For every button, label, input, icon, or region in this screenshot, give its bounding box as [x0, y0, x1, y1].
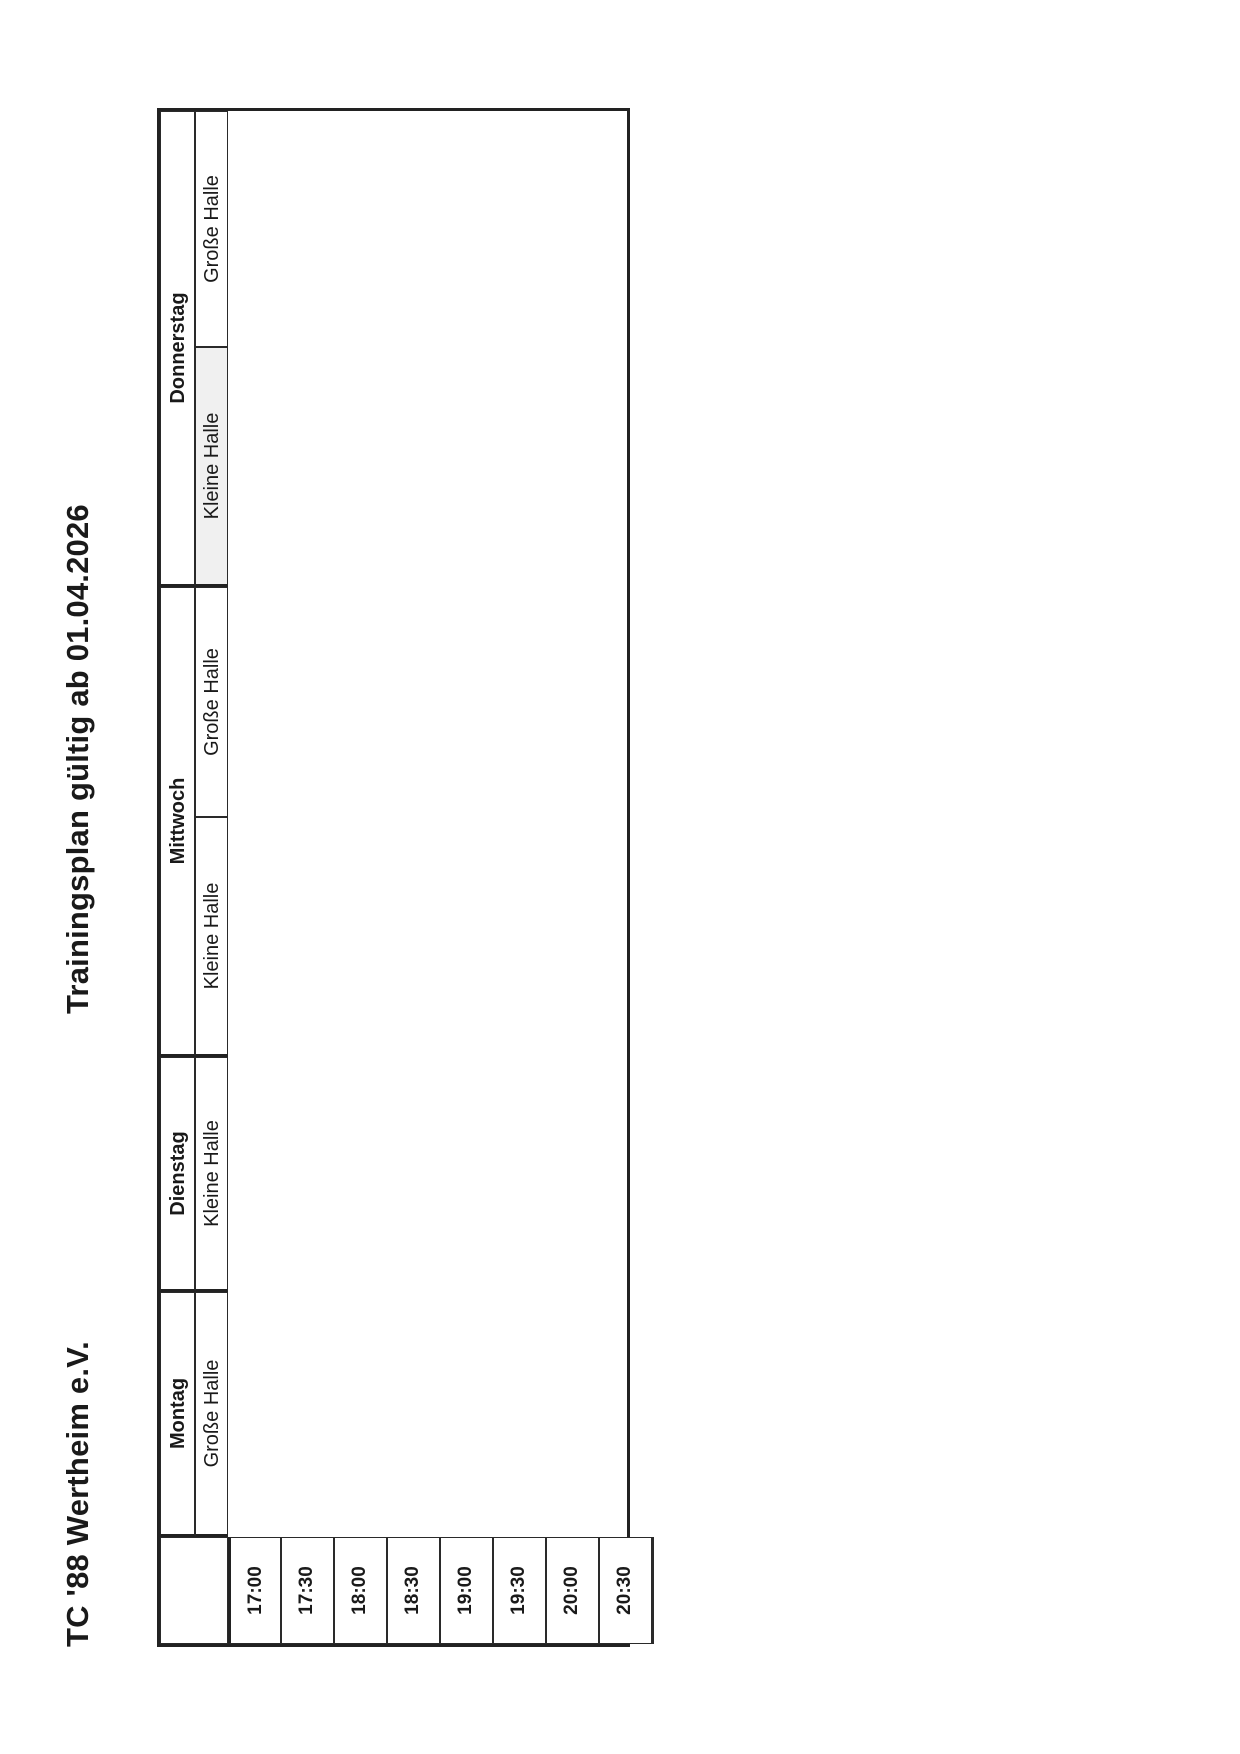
hall-header-donnerstag-kleine: Kleine Halle [195, 347, 228, 587]
club-name: TC '88 Wertheim e.V. [60, 1341, 95, 1647]
time-label: 20:30 [599, 1537, 652, 1644]
hall-header-dienstag-kleine: Kleine Halle [195, 1057, 228, 1292]
day-header-montag: Montag [160, 1292, 195, 1537]
time-label: 18:00 [334, 1537, 387, 1644]
time-label: 19:30 [493, 1537, 546, 1644]
hall-header-mittwoch-kleine: Kleine Halle [195, 817, 228, 1057]
time-label: 17:30 [281, 1537, 334, 1644]
day-header-mittwoch: Mittwoch [160, 587, 195, 1057]
schedule-table [157, 108, 635, 1647]
plan-title: Trainingsplan gültig ab 01.04.2026 [60, 504, 95, 1014]
corner-header [160, 1537, 228, 1644]
hall-header-mittwoch-grosse: Große Halle [195, 587, 228, 817]
time-spacer [652, 1537, 654, 1644]
time-label: 17:00 [228, 1537, 281, 1644]
time-label: 18:30 [387, 1537, 440, 1644]
time-label: 20:00 [546, 1537, 599, 1644]
hall-header-donnerstag-grosse: Große Halle [195, 111, 228, 347]
hall-header-montag-grosse: Große Halle [195, 1292, 228, 1537]
day-header-dienstag: Dienstag [160, 1057, 195, 1292]
day-header-donnerstag: Donnerstag [160, 111, 195, 587]
time-label: 19:00 [440, 1537, 493, 1644]
